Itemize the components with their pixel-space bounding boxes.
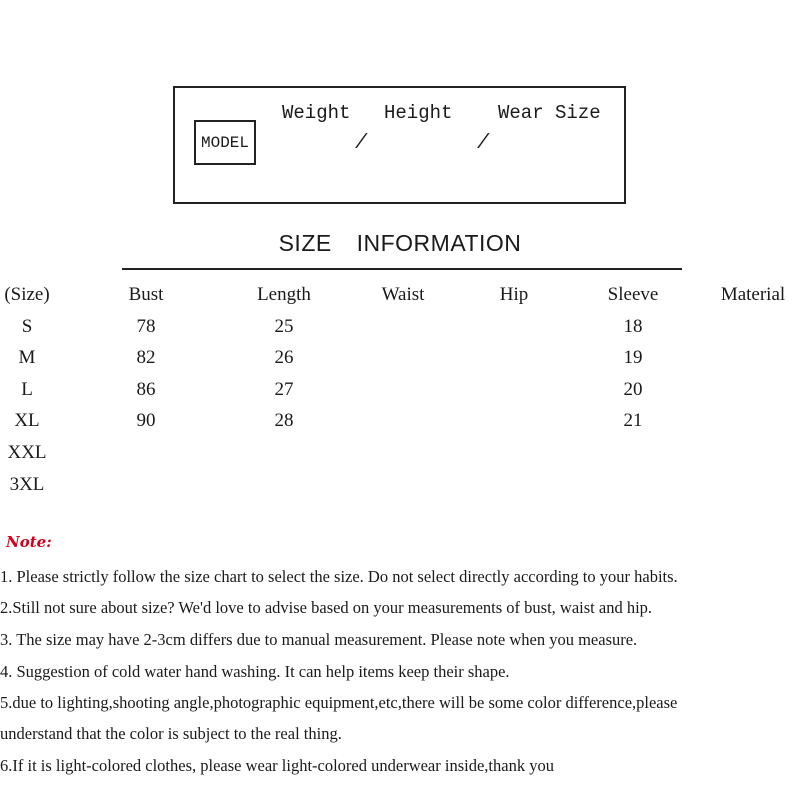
- note-label: Note:: [6, 533, 52, 551]
- model-info-box: [173, 86, 626, 204]
- row-bust: 86: [136, 379, 156, 400]
- model-weight-label: Weight: [282, 102, 351, 124]
- header-waist: Waist: [381, 284, 425, 305]
- row-length: 25: [274, 316, 294, 337]
- note-line-5-cont: understand that the color is subject to the real thing.: [0, 724, 342, 743]
- note-line-6: 6.If it is light-colored clothes, please wear light-colored underwear inside,thank you: [0, 756, 554, 775]
- row-sleeve: 18: [623, 316, 643, 337]
- row-size: S: [21, 316, 33, 337]
- note-line-2: 2.Still not sure about size? We'd love to advise based on your measurements of bust, waist and hip.: [0, 598, 653, 617]
- size-information-title: SIZE INFORMATION: [278, 230, 522, 256]
- row-sleeve: 19: [623, 347, 643, 368]
- note-line-3: 3. The size may have 2-3cm differs due to manual measurement. Please note when you measure.: [0, 630, 638, 649]
- row-bust: 78: [136, 316, 156, 337]
- header-length: Length: [257, 284, 311, 305]
- row-size: M: [18, 347, 36, 368]
- model-tag: MODEL: [194, 120, 256, 165]
- header-hip: Hip: [499, 284, 529, 305]
- note-line-4: 4. Suggestion of cold water hand washing. It can help items keep their shape.: [0, 662, 510, 681]
- row-bust: 90: [136, 410, 156, 431]
- note-line-5: 5.due to lighting,shooting angle,photographic equipment,etc,there will be some color difference,please: [0, 693, 678, 712]
- model-wear-size-value: /: [477, 132, 490, 155]
- row-length: 27: [274, 379, 294, 400]
- row-sleeve: 20: [623, 379, 643, 400]
- row-length: 26: [274, 347, 294, 368]
- header-sleeve: Sleeve: [607, 284, 659, 305]
- title-divider: [122, 268, 682, 270]
- row-size: XXL: [7, 442, 47, 463]
- note-line-1: 1. Please strictly follow the size chart to select the size. Do not select directly according to your habits.: [0, 567, 678, 586]
- header-material: Material: [720, 284, 786, 305]
- row-size: XL: [14, 410, 40, 431]
- row-size: 3XL: [9, 474, 45, 495]
- header-size: (Size): [4, 284, 50, 305]
- model-wear-size-label: Wear Size: [498, 102, 601, 124]
- header-bust: Bust: [128, 284, 164, 305]
- row-size: L: [21, 379, 33, 400]
- row-length: 28: [274, 410, 294, 431]
- row-sleeve: 21: [623, 410, 643, 431]
- row-bust: 82: [136, 347, 156, 368]
- model-height-label: Height: [384, 102, 453, 124]
- model-height-value: /: [355, 132, 368, 155]
